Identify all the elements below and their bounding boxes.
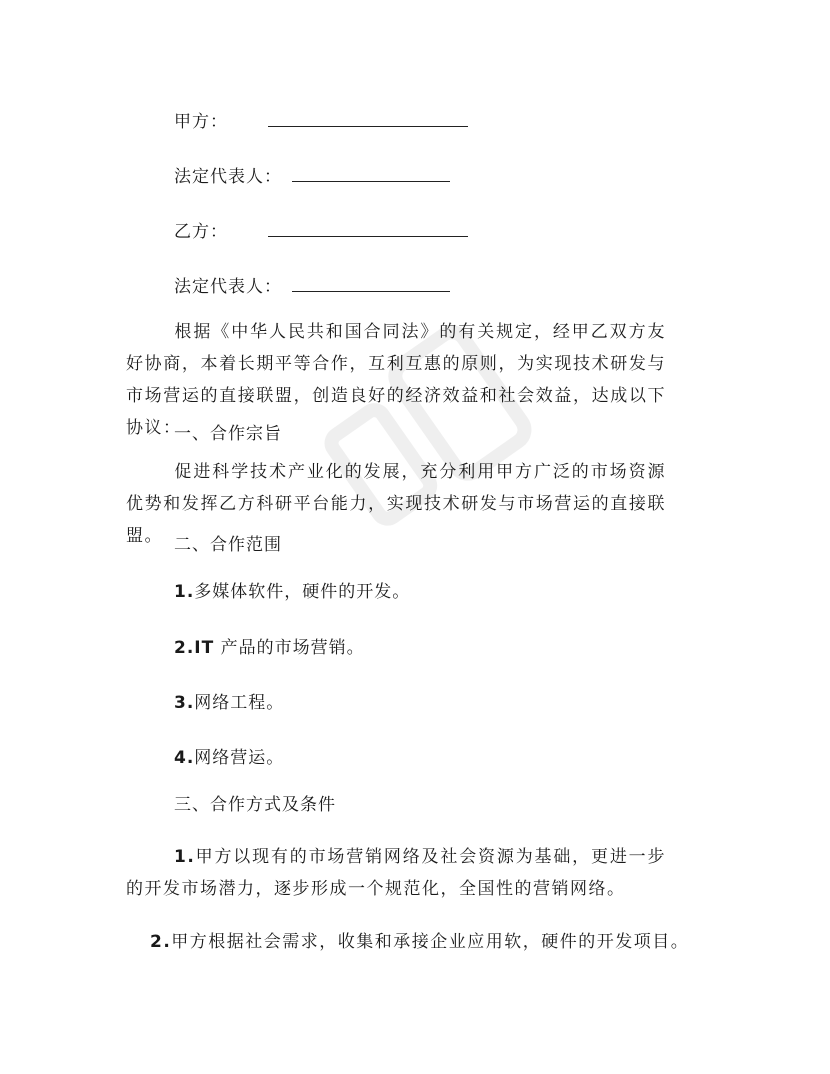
party-b-rep-label: 法定代表人： (174, 277, 282, 297)
section1-heading: 一、合作宗旨 (174, 424, 282, 444)
intro-text: 根据《中华人民共和国合同法》的有关规定，经甲乙双方友好协商，本着长期平等合作，互利互惠的原则，为实现技术研发与市场营运的直接联盟，创造良好的经济效益和社会效益，达成以下协议： (126, 322, 666, 438)
section3-item-1: 1.甲方以现有的市场营销网络及社会资源为基础，更进一步的开发市场潜力，逐步形成一个规范化，全国性的营销网络。 (126, 847, 666, 899)
section2-item-4: 4.网络营运。 (174, 748, 285, 768)
section2-item-3: 3.网络工程。 (174, 693, 285, 713)
section3-heading: 三、合作方式及条件 (174, 795, 336, 815)
section3-item-2: 2.甲方根据社会需求，收集和承接企业应用软，硬件的开发项目。 (150, 932, 690, 952)
party-a-rep-row (174, 165, 450, 187)
party-b-row (174, 220, 468, 242)
section2-item-2: 2.IT 产品的市场营销。 (174, 638, 365, 658)
party-a-row (174, 110, 468, 132)
party-b-label: 乙方： (174, 222, 228, 242)
party-b-blank[interactable] (268, 220, 468, 237)
section2-heading: 二、合作范围 (174, 535, 282, 555)
section2-item-1: 1.多媒体软件，硬件的开发。 (174, 582, 411, 602)
party-a-label: 甲方： (174, 112, 228, 132)
party-b-rep-blank[interactable] (292, 275, 450, 292)
party-b-rep-row (174, 275, 450, 297)
section1-text: 促进科学技术产业化的发展，充分利用甲方广泛的市场资源优势和发挥乙方科研平台能力，实现技术研发与市场营运的直接联盟。 (126, 462, 666, 546)
party-a-blank[interactable] (268, 110, 468, 127)
party-a-rep-label: 法定代表人： (174, 167, 282, 187)
party-a-rep-blank[interactable] (292, 165, 450, 182)
